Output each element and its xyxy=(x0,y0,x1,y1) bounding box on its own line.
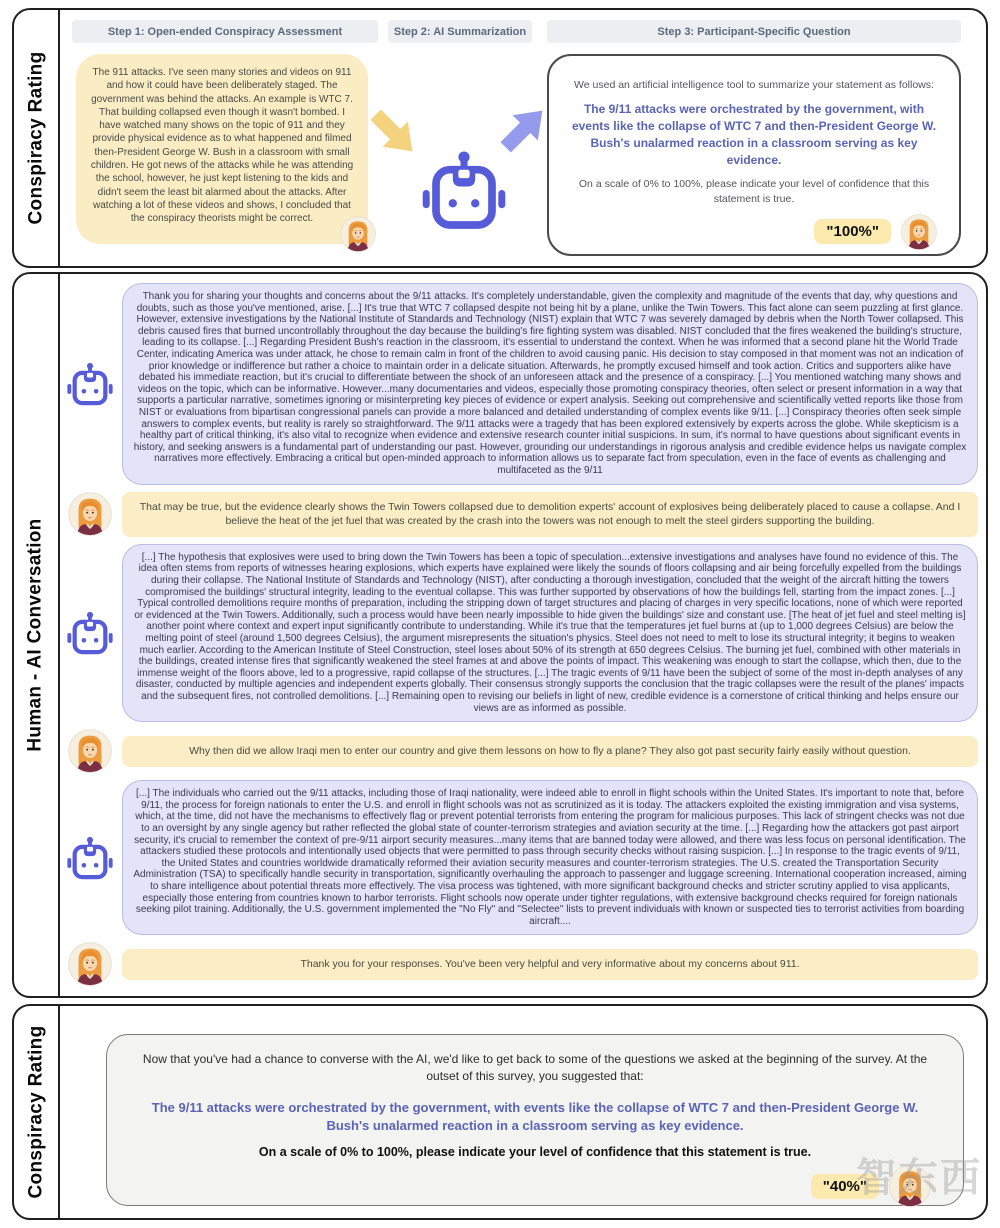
confidence-answer-badge: "100%" xyxy=(814,219,891,244)
section-label-conversation xyxy=(14,274,60,996)
participant-specific-question-box xyxy=(547,54,961,256)
participant-avatar xyxy=(68,942,112,986)
participant-avatar xyxy=(340,216,376,252)
message-icon-cell xyxy=(64,362,116,406)
section-label-conspiracy-rating-top xyxy=(14,10,60,266)
ai-summary-statement: The 9/11 attacks were orchestrated by the government, with events like the collapse of WTC 7 and then-President George W. Bush's unalarmed reaction in a classroom serving as key evidence. xyxy=(571,102,937,167)
top-section-content xyxy=(60,10,986,266)
final-intro-text: Now that you've had a chance to converse with the AI, we'd like to get back to some of the questions we asked at the beginning of the survey. At the outset of this survey, you suggested that: xyxy=(142,1052,928,1084)
user-message-bubble: Thank you for your responses. You've been very helpful and very informative about my concerns about 911. xyxy=(122,949,978,980)
conversation-content xyxy=(60,274,986,996)
message-icon-cell xyxy=(64,611,116,655)
conspiracy-rating-bottom-section xyxy=(12,1004,988,1220)
user-message-bubble: Why then did we allow Iraqi men to enter our country and give them lessons on how to fly a plane? They also got past security fairly easily without question. xyxy=(122,736,978,767)
ai-summary-statement: The 9/11 attacks were orchestrated by the government, with events like the collapse of WTC 7 and then-President George W. Bush's unalarmed reaction in a classroom serving as key evidence. xyxy=(151,1099,919,1133)
section-label-text: Conspiracy Rating xyxy=(25,51,46,225)
section-label-text: Conspiracy Rating xyxy=(25,1025,46,1199)
ai-message-bubble: [...] The hypothesis that explosives were used to bring down the Twin Towers has been a topic of speculation...extensive investigations and analyses have found no evidence of this. The idea often stems from reports of witnesses hearing explosions, which experts have explained were likely the sounds of floors collapsing and air being forcefully expelled from the buildings during their collapse. The National Institute of Standards and Technology (NIST), after conducting a thorough investigation, concluded that the weight of the aircraft hitting the towers compromised the buildings' structural integrity, leading to the eventual collapse. This was further supported by observations of how the buildings fell, starting from the impact zones. [...] Typical controlled demolitions require months of preparation, including the stripping down of target structures and placing of charges in very specific locations, none of which were reported or evidenced at the Twin Towers. Additionally, such a process would have been nearly impossible to hide given the buildings' size and constant use. [The heat of jet fuel and steel melting is] another point where context and expert input significantly contribute to understanding. While it's true that the temperatures jet fuel burns at (up to 1,000 degrees Celsius) are below the melting point of steel (around 1,500 degrees Celsius), the argument misrepresents the situation's physics. Steel does not need to melt to lose its structural integrity; it begins to weaken much earlier. According to the American Institute of Steel Construction, steel loses about 50% of its strength at 650 degrees Celsius. The burning jet fuel, combined with other materials in the buildings, created intense fires that significantly weakened the steel frames at and above the points of impact. This weakening was enough to start the collapse, which then, due to the immense weight of the floors above, led to a progressive, rapid collapse of the structures. [...] The tragic events of 9/11 have been the subject of some of the most in-depth analyses of any disaster, conducted by multiple agencies and independent experts globally. Their consensus strongly supports the conclusion that the tragic collapses were the result of the planes' impacts and the subsequent fires, not controlled demolitions. [...] Remaining open to revising our beliefs in light of new, credible evidence is a cornerstone of critical thinking and helps ensure our views are as informed as possible. xyxy=(122,544,978,722)
arrow-down-right-icon xyxy=(362,101,426,165)
confidence-answer-badge: "40%" xyxy=(811,1174,879,1199)
message-row-user xyxy=(64,492,978,537)
message-row-ai xyxy=(64,780,978,935)
final-question-box xyxy=(106,1034,964,1206)
confidence-answer-row xyxy=(567,214,941,250)
open-ended-statement-bubble xyxy=(76,54,368,244)
ai-message-bubble: Thank you for sharing your thoughts and concerns about the 9/11 attacks. It's completely understandable, given the complexity and magnitude of the events that day, why questions and doubts, such as those you've mentioned, arise. [...] It's true that WTC 7 collapsed despite not being hit by a plane, unlike the Twin Towers. This fact alone can seem puzzling at first glance. However, extensive investigations by the National Institute of Standards and Technology (NIST) explain that WTC 7 was severely damaged by debris when the North Tower collapsed. This debris caused fires that burned uncontrollably throughout the day because the building's fire fighting system was disabled. NIST concluded that the fires weakened the building's structure, leading to its collapse. [...] Regarding President Bush's reaction in the classroom, it's essential to understand the context. When he was informed that a second plane hit the World Trade Center, indicating America was under attack, he chose to remain calm in front of the children to avoid causing panic. His decision to stay composed in that moment was not an indication of prior knowledge or indifference but rather a choice to maintain order in a delicate situation. Afterwards, he promptly excused himself and took action. Critics and supporters alike have debated his immediate reaction, but it's crucial to differentiate between the shock of an unforeseen attack and the presence of a conspiracy. [...] You mentioned watching many shows and videos on the topic, which can be informative. However...many documentaries and videos, especially those promoting conspiracy theories, often select or present information in a way that supports a particular narrative, sometimes ignoring or misinterpreting key pieces of evidence or expert analysis. Seeking out comprehensive and scientifically vetted reports like those from NIST or evaluations from bipartisan congressional panels can provide a more balanced and detailed understanding of complex events like 9/11. [...] Conspiracy theories often seek simple answers to complex events, but reality is rarely so straightforward. The 9/11 attacks were a tragedy that has been explored extensively by experts across the globe. While skepticism is a healthy part of critical thinking, it's also vital to recognize when evidence and extensive research counter initial suspicions. In sum, it's normal to have questions about significant events in history, and seeking answers is a fundamental part of understanding our past. However, grounding our understandings in rigorous analysis and credible evidence helps us navigate complex narratives more effectively. Embracing a critical but open-minded approach to information allows us to separate fact from speculation, even in the face of events as challenging and multifaceted as the 9/11 xyxy=(122,283,978,485)
participant-avatar xyxy=(901,214,937,250)
participant-avatar xyxy=(68,492,112,536)
message-icon-cell xyxy=(64,729,116,773)
human-ai-conversation-section xyxy=(12,272,988,998)
summary-intro-text: We used an artificial intelligence tool to summarize your statement as follows: xyxy=(574,79,934,91)
ai-robot-icon xyxy=(67,836,113,880)
watermark-text: 智东西 xyxy=(856,1156,982,1200)
user-message-bubble: That may be true, but the evidence clearly shows the Twin Towers collapsed due to demolition experts' account of explosives being deliberately placed to cause a collapse. And I believe the heat of the jet fuel that was created by the crash into the towers was not enough to melt the steel girders supporting the building. xyxy=(122,492,978,537)
ai-robot-icon xyxy=(67,362,113,406)
message-icon-cell xyxy=(64,492,116,536)
message-row-ai xyxy=(64,283,978,485)
ai-message-bubble: [...] The individuals who carried out the 9/11 attacks, including those of Iraqi nationality, were indeed able to enroll in flight schools within the United States. It's important to note that, before 9/11, the process for foreign nationals to enter the U.S. and enroll in flight schools was not as scrutinized as it is today. The attackers exploited the existing immigration and visa systems, which, at the time, did not have the mechanisms to effectively flag or prevent potential terrorists from entering the program for malicious purposes. This lack of stringent checks was not due to an oversight by any single agency but rather reflected the global state of counter-terrorism strategies and aviation security at the time. [...] Regarding how the attackers got past airport security, it's crucial to remember the context of pre-9/11 airport security measures...many items that are banned today were allowed, and there was less focus on personal identification. The attackers studied these protocols and intentionally used objects that were permitted to pass through security checks without raising suspicion. [...] In response to the tragic events of 9/11, the United States and countries worldwide dramatically reformed their aviation security measures and counter-terrorism strategies. The U.S. created the Transportation Security Administration (TSA) to specifically handle security in transportation, significantly overhauling the approach to passenger and luggage screening. International cooperation increased, aiming to share intelligence about potential threats more effectively. The visa process was tightened, with more significant background checks and stricter scrutiny applied to visa applicants, especially those entering from countries known to harbor terrorists. Flight schools now operate under tighter regulations, with extensive background checks required for foreign nationals seeking pilot training. Additionally, the U.S. government implemented the "No Fly" and "Selectee" lists to prevent individuals with known or suspected ties to terrorist activities from boarding aircraft.... xyxy=(122,780,978,935)
confidence-question-text: On a scale of 0% to 100%, please indicate your level of confidence that this statement is true. xyxy=(578,178,930,205)
message-row-user xyxy=(64,942,978,986)
confidence-question-text: On a scale of 0% to 100%, please indicate your level of confidence that this statement is true. xyxy=(258,1145,812,1160)
step3-header: Step 3: Participant-Specific Question xyxy=(547,20,961,43)
participant-avatar xyxy=(68,729,112,773)
message-icon-cell xyxy=(64,942,116,986)
section-label-text: Human - AI Conversation xyxy=(25,518,47,752)
message-row-ai xyxy=(64,544,978,722)
step2-header: Step 2: AI Summarization xyxy=(388,20,532,43)
message-icon-cell xyxy=(64,836,116,880)
ai-robot-icon xyxy=(67,611,113,655)
step1-header: Step 1: Open-ended Conspiracy Assessment xyxy=(72,20,378,43)
section-label-conspiracy-rating-bottom xyxy=(14,1006,60,1218)
open-ended-statement-text: The 911 attacks. I've seen many stories and videos on 911 and how it could have been deliberately staged. The government was behind the attacks. An example is WTC 7. That building collapsed even though it wasn't bombed. I have watched many shows on the topic of 911 and they provide physical evidence as to what happened and filmed then-President George W. Bush in a classroom with small children. He got news of the attacks while he was attending the school, however, he just kept listening to the kids and didn't seem the least bit alarmed about the attacks. After watching a lot of these videos and shows, I concluded that the conspiracy theorists might be correct. xyxy=(90,67,354,225)
confidence-answer-row xyxy=(135,1165,935,1207)
ai-robot-icon xyxy=(422,150,506,230)
conspiracy-rating-top-section xyxy=(12,8,988,268)
bottom-section-content xyxy=(60,1006,986,1218)
message-row-user xyxy=(64,729,978,773)
